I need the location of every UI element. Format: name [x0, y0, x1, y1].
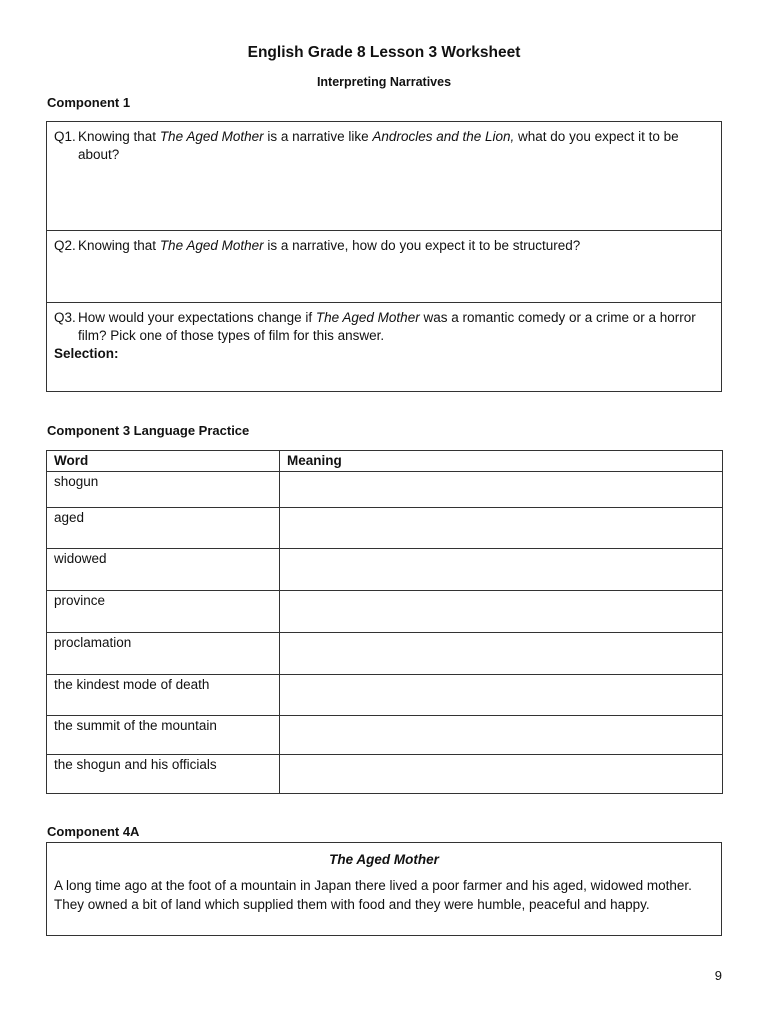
worksheet-title: English Grade 8 Lesson 3 Worksheet	[247, 44, 521, 61]
table-row	[47, 633, 723, 675]
selection-label: Selection:	[54, 346, 119, 361]
table-row	[47, 508, 723, 549]
question-3-text: How would your expectations change if The Aged Mother was a romantic comedy or a crime or a horror film? Pick one of those types of film for this answer.	[78, 310, 696, 343]
question-2-row[interactable]	[47, 231, 721, 303]
word-cell: the shogun and his officials	[47, 755, 280, 794]
question-2-number: Q2.	[54, 238, 76, 253]
question-1-number: Q1.	[54, 129, 76, 144]
question-1-row[interactable]	[47, 122, 721, 231]
vocabulary-table	[46, 450, 723, 794]
word-cell: province	[47, 591, 280, 633]
meaning-cell[interactable]	[280, 755, 723, 794]
table-row	[47, 716, 723, 755]
meaning-cell[interactable]	[280, 591, 723, 633]
table-row	[47, 591, 723, 633]
meaning-cell[interactable]	[280, 472, 723, 508]
word-cell: the kindest mode of death	[47, 675, 280, 716]
meaning-cell[interactable]	[280, 508, 723, 549]
column-header-meaning: Meaning	[280, 451, 723, 472]
meaning-cell[interactable]	[280, 716, 723, 755]
table-row	[47, 675, 723, 716]
table-row	[47, 549, 723, 591]
meaning-cell[interactable]	[280, 549, 723, 591]
story-box	[46, 842, 722, 936]
word-cell: proclamation	[47, 633, 280, 675]
component-1-questions-box	[46, 121, 722, 392]
word-cell: widowed	[47, 549, 280, 591]
table-row	[47, 472, 723, 508]
column-header-word: Word	[47, 451, 280, 472]
word-cell: aged	[47, 508, 280, 549]
worksheet-subtitle: Interpreting Narratives	[316, 75, 452, 89]
word-cell: shogun	[47, 472, 280, 508]
meaning-cell[interactable]	[280, 633, 723, 675]
question-3-row[interactable]	[47, 303, 721, 391]
component-4a-heading: Component 4A	[47, 824, 140, 839]
word-cell: the summit of the mountain	[47, 716, 280, 755]
component-1-heading: Component 1	[47, 95, 131, 110]
question-1-text: Knowing that The Aged Mother is a narrative like Androcles and the Lion, what do you expect it to be about?	[78, 129, 679, 162]
story-title: The Aged Mother	[329, 852, 439, 867]
table-header-row	[47, 451, 723, 472]
table-row	[47, 755, 723, 794]
question-2-text: Knowing that The Aged Mother is a narrative, how do you expect it to be structured?	[78, 238, 581, 253]
story-text: A long time ago at the foot of a mountain in Japan there lived a poor farmer and his aged, widowed mother. They owned a bit of land which supplied them with food and they were humble, peaceful and happy.	[54, 878, 692, 912]
question-3-number: Q3.	[54, 310, 76, 325]
page-number: 9	[714, 968, 722, 983]
meaning-cell[interactable]	[280, 675, 723, 716]
component-3-heading: Component 3 Language Practice	[47, 423, 250, 438]
